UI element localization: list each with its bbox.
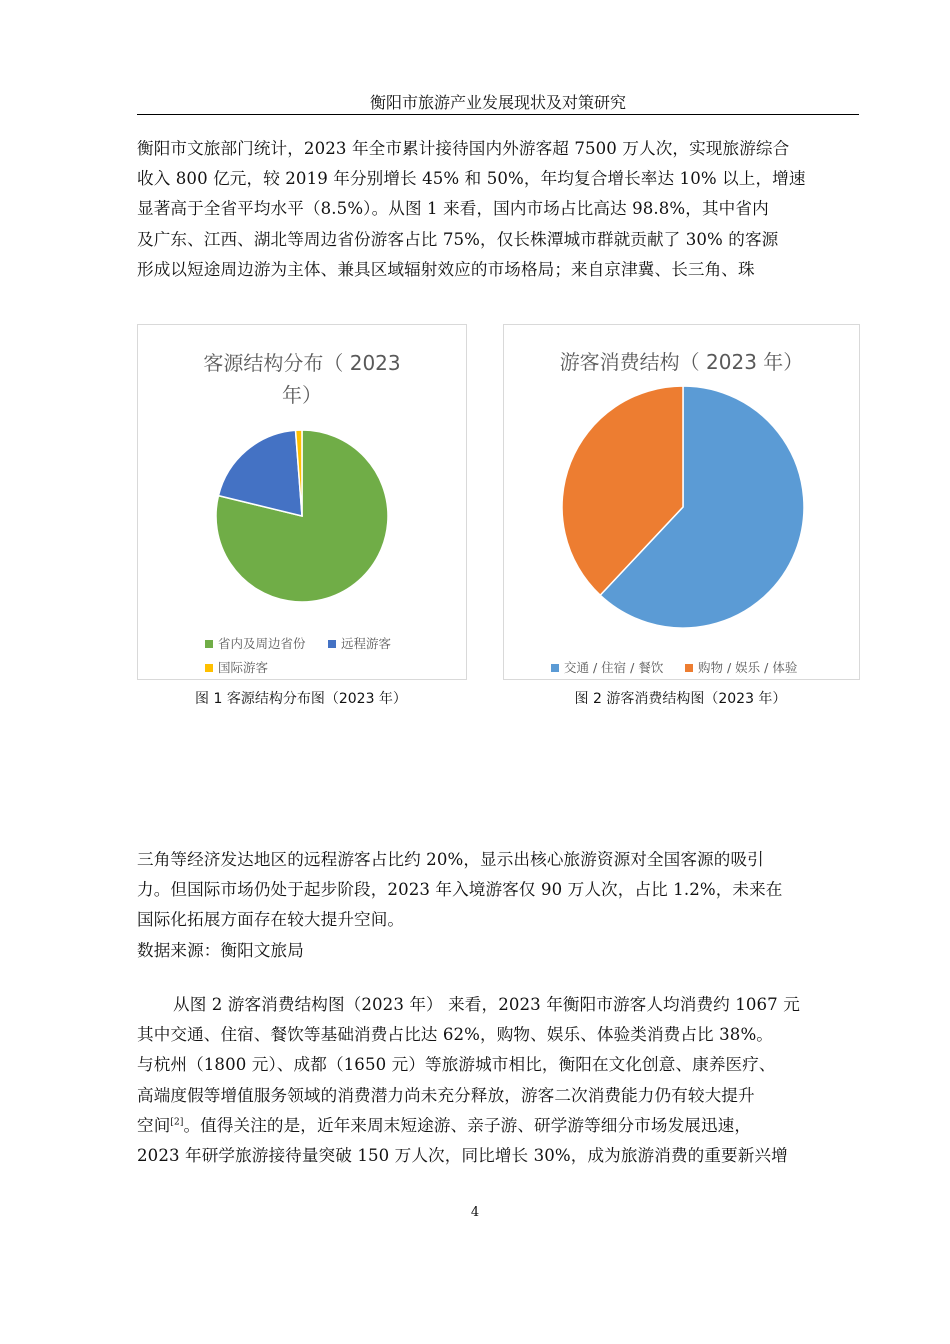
text-line: 形成以短途周边游为主体、兼具区域辐射效应的市场格局；来自京津冀、长三角、珠 (137, 259, 755, 279)
legend-swatch (205, 664, 213, 672)
text-line: 其中交通、住宿、餐饮等基础消费占比达 62%，购物、娱乐、体验类消费占比 38%。 (137, 1025, 774, 1045)
paragraph-1 (137, 134, 859, 285)
text-line: 收入 800 亿元，较 2019 年分别增长 45% 和 50%，年均复合增长率达 10% 以上，增速 (137, 169, 806, 189)
legend-item-domestic (205, 634, 306, 652)
legend-label: 国际游客 (218, 660, 269, 675)
legend-label: 远程游客 (341, 636, 392, 651)
text-fragment: 空间 (137, 1115, 171, 1135)
text-line (137, 1111, 859, 1141)
figure-caption-1: 图 1 客源结构分布图（2023 年） (195, 691, 407, 707)
figure-caption-2: 图 2 游客消费结构图（2023 年） (574, 691, 787, 707)
text-line: 与杭州（1800 元）、成都（1650 元）等旅游城市相比，衡阳在文化创意、康养医疗、 (137, 1055, 776, 1075)
text-line: 国际化拓展方面存在较大提升空间。 (137, 910, 405, 930)
chart-title: 游客消费结构（ 2023 年） (559, 350, 804, 374)
chart-title-line: 客源结构分布（ 2023 (203, 351, 401, 375)
legend-item-international (205, 658, 268, 676)
text-fragment: 。值得关注的是，近年来周末短途游、亲子游、研学游等细分市场发展迅速， (183, 1115, 752, 1135)
text-line: 显著高于全省平均水平（8.5%）。从图 1 来看，国内市场占比高达 98.8%，其中省内 (137, 199, 769, 219)
legend-swatch (685, 664, 693, 672)
page-number: 4 (470, 1205, 480, 1220)
data-source-note: 数据来源：衡阳文旅局 (137, 940, 304, 960)
legend-swatch (205, 640, 213, 648)
paragraph-2 (137, 845, 859, 966)
legend-label: 购物 / 娱乐 / 体验 (698, 660, 798, 675)
chart-legend (504, 325, 859, 679)
legend-swatch (551, 664, 559, 672)
chart-consumption-structure (503, 324, 860, 680)
text-line: 衡阳市文旅部门统计，2023 年全市累计接待国内外游客超 7500 万人次，实现旅游综合 (137, 139, 790, 158)
legend-item-leisure (685, 658, 797, 676)
chart-legend (138, 325, 466, 679)
text-line: 及广东、江西、湖北等周边省份游客占比 75%，仅长株潭城市群就贡献了 30% 的客源 (137, 229, 779, 249)
text-line: 高端度假等增值服务领域的消费潜力尚未充分释放，游客二次消费能力仍有较大提升 (137, 1085, 755, 1105)
paragraph-3 (137, 990, 859, 1171)
legend-swatch (328, 640, 336, 648)
chart-source-structure (137, 324, 467, 680)
text-line: 从图 2 游客消费结构图（2023 年） 来看，2023 年衡阳市游客人均消费约 1067 元 (173, 995, 800, 1014)
legend-item-basic (551, 658, 663, 676)
header-rule (137, 114, 859, 115)
text-line: 三角等经济发达地区的远程游客占比约 20%，显示出核心旅游资源对全国客源的吸引 (137, 850, 764, 869)
legend-label: 交通 / 住宿 / 餐饮 (564, 660, 664, 675)
running-header: 衡阳市旅游产业发展现状及对策研究 (369, 93, 626, 112)
legend-item-remote (328, 634, 391, 652)
text-line: 2023 年研学旅游接待量突破 150 万人次，同比增长 30%，成为旅游消费的重要新兴增 (137, 1146, 788, 1166)
text-line: 力。但国际市场仍处于起步阶段，2023 年入境游客仅 90 万人次，占比 1.2%，未来在 (137, 880, 783, 900)
chart-title-line: 年） (282, 383, 322, 407)
citation-ref[interactable]: [2] (170, 1117, 184, 1128)
legend-label: 省内及周边省份 (218, 636, 306, 651)
